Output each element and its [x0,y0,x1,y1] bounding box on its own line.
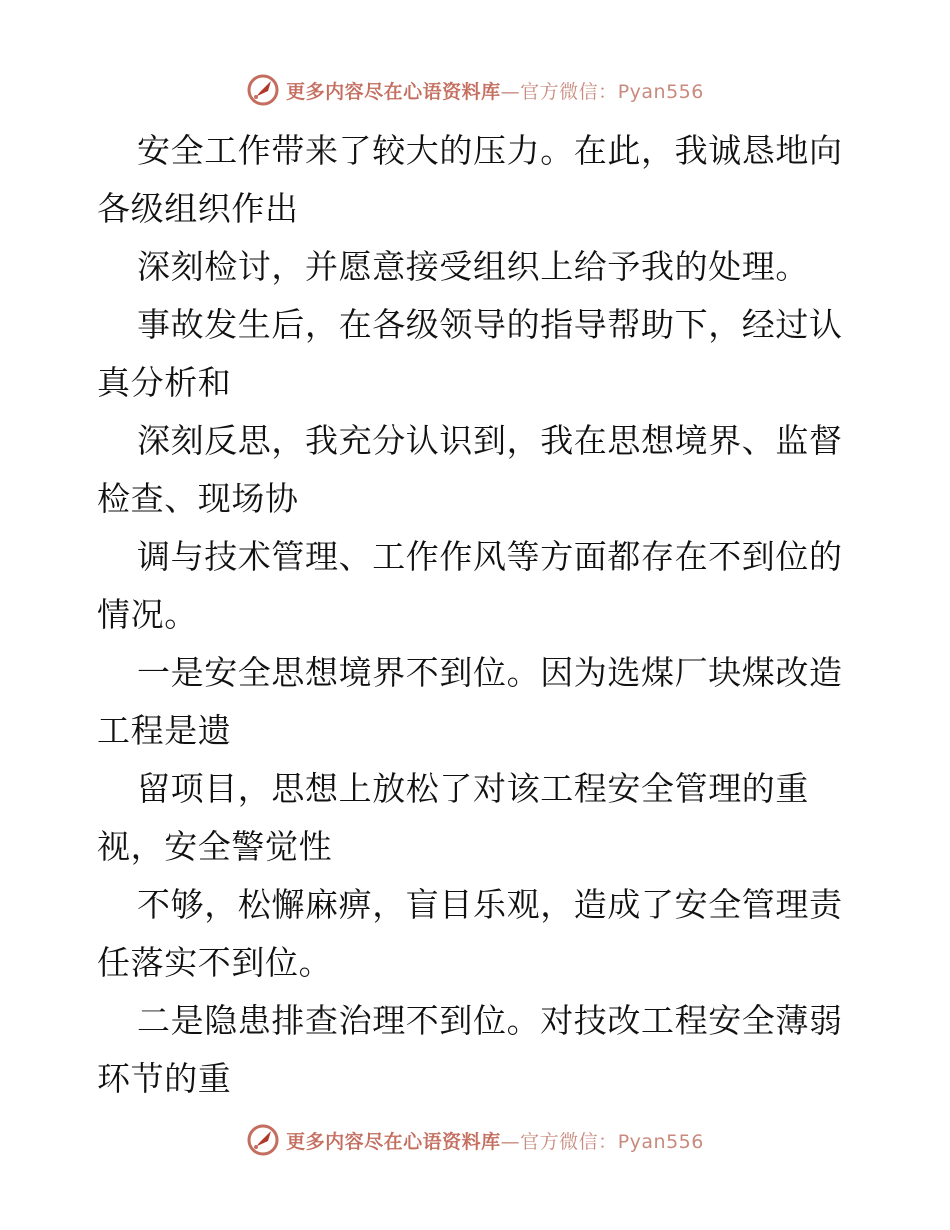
paragraph: 深刻反思，我充分认识到，我在思想境界、监督 检查、现场协 [97,421,843,518]
watermark-text: 更多内容尽在心语资料库—官方微信：Pyan556 [286,80,704,103]
quill-circle-logo-icon [246,1123,280,1157]
quill-circle-logo-icon [246,73,280,107]
paragraph: 留项目，思想上放松了对该工程安全管理的重 视，安全警觉性 [97,769,809,866]
paragraph: 调与技术管理、工作作风等方面都存在不到位的 情况。 [97,537,843,634]
paragraph: 一是安全思想境界不到位。因为选煤厂块煤改造 工程是遗 [97,653,843,750]
document-body [97,122,857,1108]
watermark-text: 更多内容尽在心语资料库—官方微信：Pyan556 [286,1130,704,1153]
paragraph: 安全工作带来了较大的压力。在此，我诚恳地向 各级组织作出 [97,131,843,228]
paragraph: 不够，松懈麻痹，盲目乐观，造成了安全管理责 任落实不到位。 [97,885,843,982]
paragraph: 事故发生后，在各级领导的指导帮助下，经过认 真分析和 [97,305,843,402]
header-watermark [0,72,950,108]
footer-watermark [0,1122,950,1158]
paragraph: 深刻检讨，并愿意接受组织上给予我的处理。 [137,247,809,286]
paragraph: 二是隐患排查治理不到位。对技改工程安全薄弱 环节的重 [97,1001,843,1098]
